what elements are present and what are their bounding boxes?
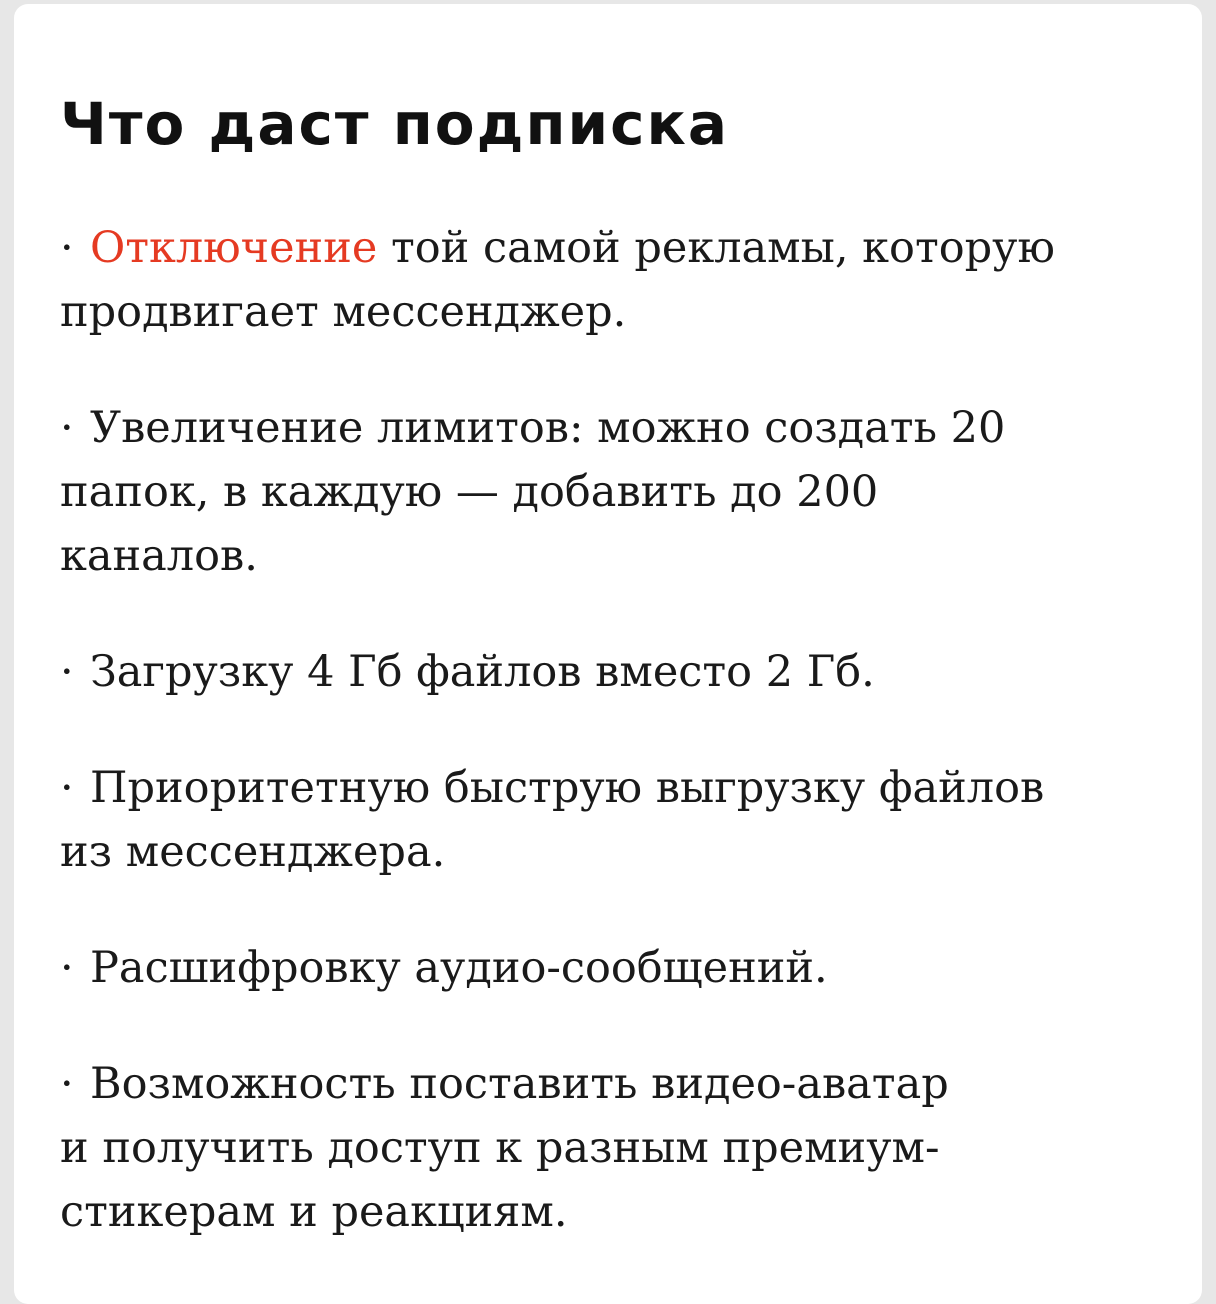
bullet: · — [60, 943, 74, 993]
article-card — [14, 4, 1202, 1304]
list-item — [60, 756, 1160, 884]
list-item — [60, 640, 1160, 704]
list-item — [60, 216, 1160, 344]
bullet: · — [60, 763, 74, 813]
bullet: · — [60, 1059, 74, 1109]
list-item-text: каналов. — [60, 531, 258, 581]
list-item-text: той самой рекламы, которую — [377, 223, 1055, 273]
list-item-text: Загрузку 4 Гб файлов вместо 2 Гб. — [90, 647, 875, 697]
list-item-text: и получить доступ к разным премиум- — [60, 1123, 940, 1173]
list-item-text: Приоритетную быструю выгрузку файлов — [90, 763, 1045, 813]
list-item-text: Увеличение лимитов: можно создать 20 — [90, 403, 1006, 453]
benefits-list — [60, 216, 1160, 1296]
list-item-text: Расшифровку аудио-сообщений. — [90, 943, 828, 993]
list-item-text: стикерам и реакциям. — [60, 1187, 568, 1237]
bullet: · — [60, 403, 74, 453]
list-item-text: продвигает мессенджер. — [60, 287, 627, 337]
list-item — [60, 396, 1160, 588]
list-item — [60, 1052, 1160, 1244]
list-item-text: папок, в каждую — добавить до 200 — [60, 467, 879, 517]
list-item-text: из мессенджера. — [60, 827, 446, 877]
bullet: · — [60, 223, 74, 273]
list-item — [60, 936, 1160, 1000]
bullet: · — [60, 647, 74, 697]
link-disable-ads[interactable]: Отключение — [90, 223, 378, 273]
section-heading: Что даст подписка — [60, 90, 730, 158]
list-item-text: Возможность поставить видео-аватар — [90, 1059, 949, 1109]
